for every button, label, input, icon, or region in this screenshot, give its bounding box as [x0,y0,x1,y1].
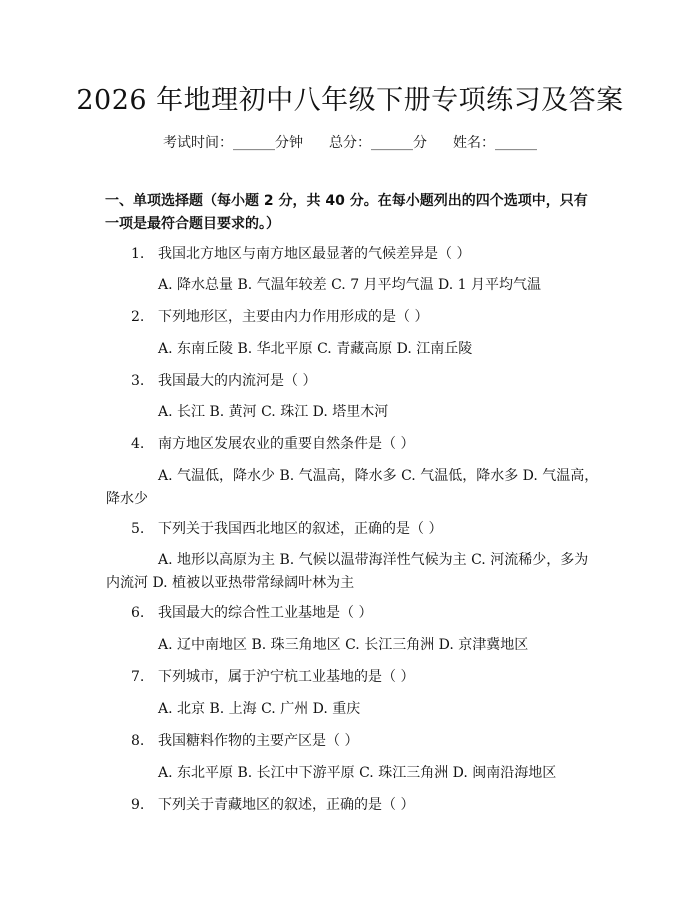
question-number: 4. [131,436,145,452]
question-number: 9. [131,797,145,813]
question-stem: 南方地区发展农业的重要自然条件是（ ） [158,436,415,452]
page-title: 2026 年地理初中八年级下册专项练习及答案 [76,85,624,116]
question-stem: 下列城市，属于沪宁杭工业基地的是（ ） [158,669,415,685]
section-heading: 一、单项选择题（每小题 2 分，共 40 分。在每小题列出的四个选项中，只有一项是最符合题目要求的。） [105,193,588,232]
question-2-options: A. 东南丘陵 B. 华北平原 C. 青藏高原 D. 江南丘陵 [158,341,473,357]
question-9 [131,794,601,816]
question-number: 2. [131,309,145,325]
question-number: 8. [131,733,145,749]
question-number: 3. [131,373,145,389]
question-number: 5. [131,521,145,537]
exam-time-field: 考试时间：______分钟 [163,135,303,151]
student-name-field: 姓名：______ [453,135,537,151]
question-stem: 我国糖料作物的主要产区是（ ） [158,733,359,749]
question-stem: 我国最大的内流河是（ ） [158,373,317,389]
question-stem: 下列关于我国西北地区的叙述，正确的是（ ） [158,521,443,537]
question-2 [131,306,601,328]
question-1-options: A. 降水总量 B. 气温年较差 C. 7 月平均气温 D. 1 月平均气温 [158,277,542,293]
question-number: 1. [131,246,145,262]
question-stem: 我国北方地区与南方地区最显著的气候差异是（ ） [158,246,471,262]
question-1 [131,243,601,265]
question-7-options: A. 北京 B. 上海 C. 广州 D. 重庆 [158,701,361,717]
question-3 [131,370,601,392]
question-5 [131,518,601,540]
question-8-options: A. 东北平原 B. 长江中下游平原 C. 珠江三角洲 D. 闽南沿海地区 [158,765,557,781]
question-3-options: A. 长江 B. 黄河 C. 珠江 D. 塔里木河 [158,404,389,420]
question-8 [131,730,601,752]
question-6-options: A. 辽中南地区 B. 珠三角地区 C. 长江三角洲 D. 京津冀地区 [158,637,529,653]
question-stem: 我国最大的综合性工业基地是（ ） [158,605,373,621]
question-5-options: A. 地形以高原为主 B. 气候以温带海洋性气候为主 C. 河流稀少，多为内流河 D. 植被以亚热带常绿阔叶林为主 [106,552,589,591]
total-score-field: 总分：______分 [329,135,427,151]
question-number: 7. [131,669,145,685]
question-number: 6. [131,605,145,621]
question-4-options: A. 气温低，降水少 B. 气温高，降水多 C. 气温低，降水多 D. 气温高，降水少 [106,468,599,507]
exam-info-line [0,132,700,152]
question-6 [131,602,601,624]
question-4 [131,433,601,455]
question-7 [131,666,601,688]
question-stem: 下列地形区，主要由内力作用形成的是（ ） [158,309,429,325]
question-stem: 下列关于青藏地区的叙述，正确的是（ ） [158,797,415,813]
